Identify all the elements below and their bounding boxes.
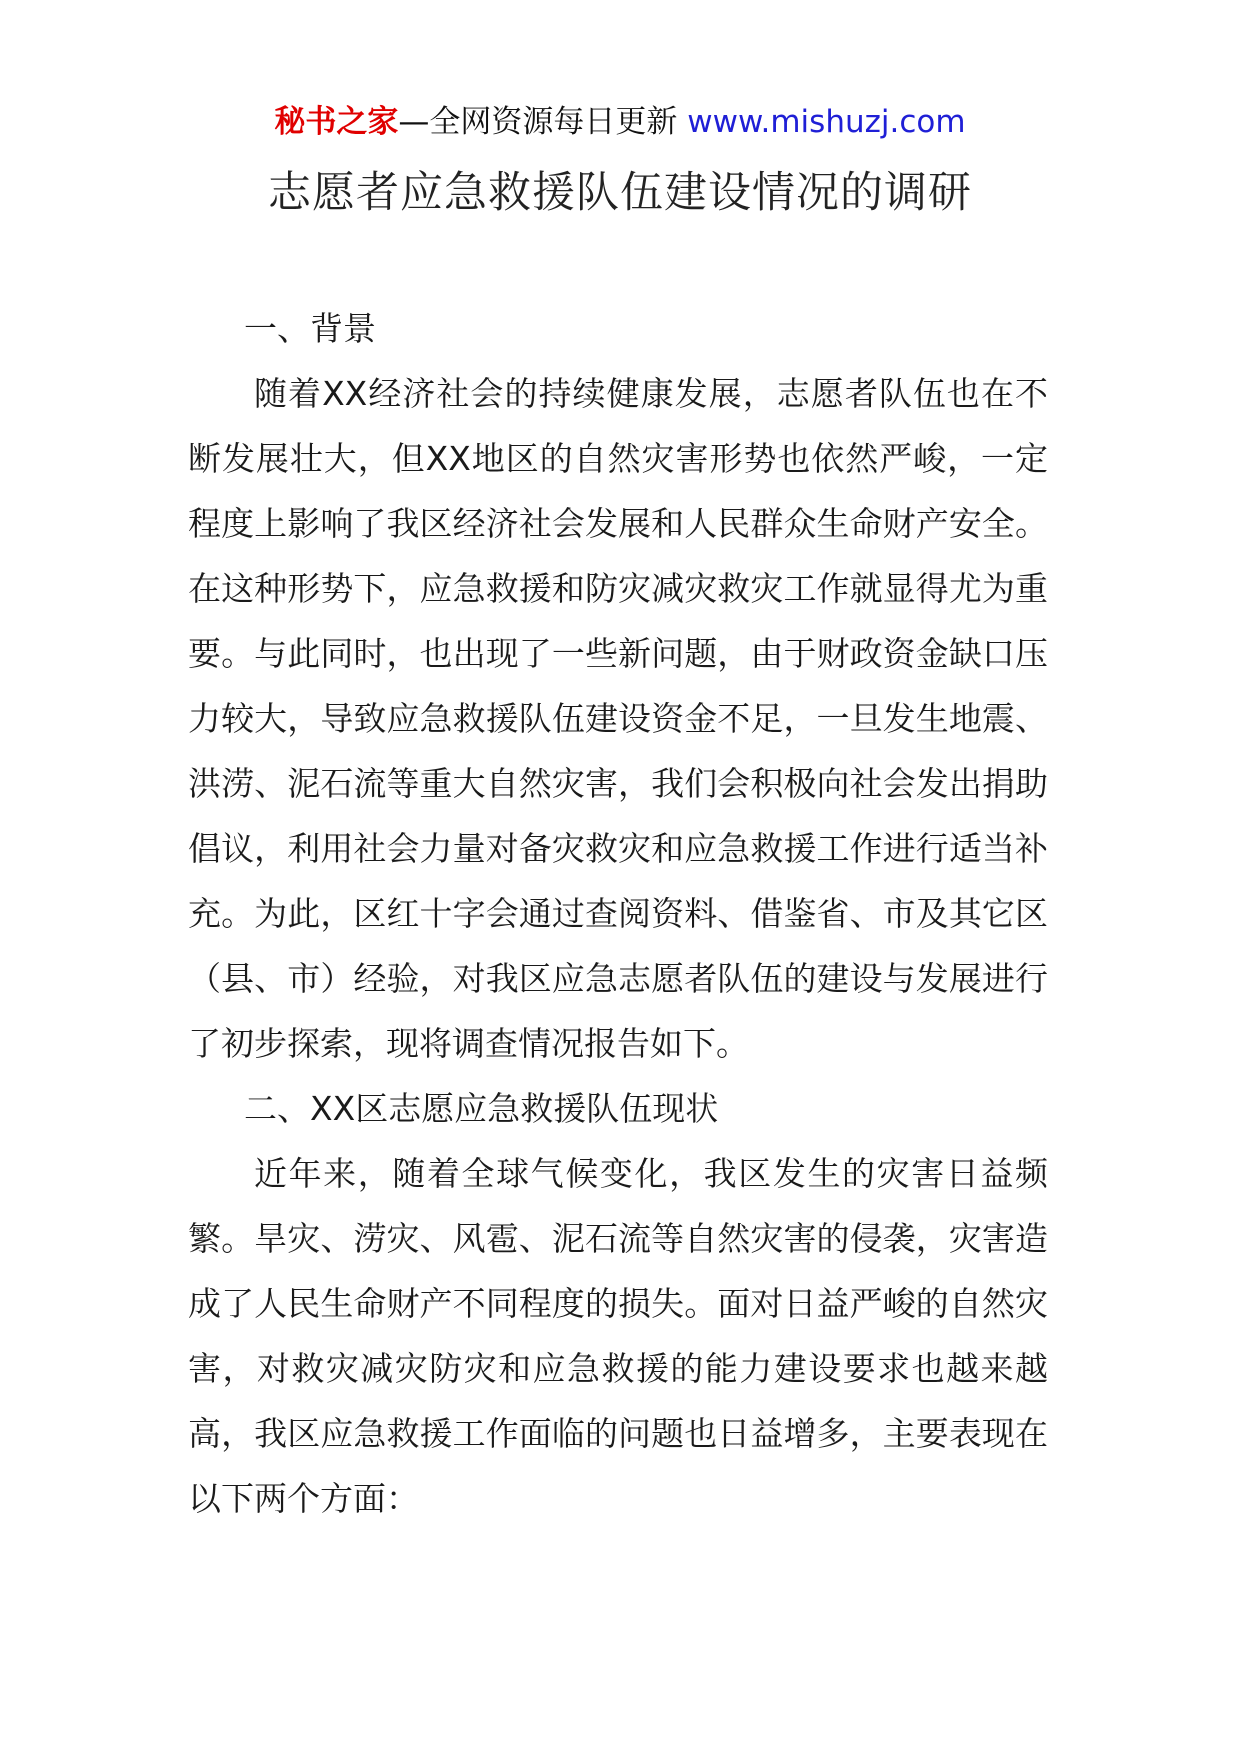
document-body — [188, 296, 1048, 1531]
section-paragraph-background: 随着XX经济社会的持续健康发展，志愿者队伍也在不断发展壮大，但XX地区的自然灾害形势也依然严峻，一定程度上影响了我区经济社会发展和人民群众生命财产安全。在这种形势下，应急救援和防灾减灾救灾工作就显得尤为重要。与此同时，也出现了一些新问题，由于财政资金缺口压力较大，导致应急救援队伍建设资金不足，一旦发生地震、洪涝、泥石流等重大自然灾害，我们会积极向社会发出捐助倡议，利用社会力量对备灾救灾和应急救援工作进行适当补充。为此，区红十字会通过查阅资料、借鉴省、市及其它区（县、市）经验，对我区应急志愿者队伍的建设与发展进行了初步探索，现将调查情况报告如下。 — [188, 374, 1048, 1063]
site-url[interactable]: www.mishuzj.com — [687, 104, 966, 140]
site-header — [0, 100, 1240, 144]
brand-name: 秘书之家 — [274, 104, 399, 140]
header-slogan: —全网资源每日更新 — [398, 104, 688, 140]
section-heading-background: 一、背景 — [244, 309, 376, 348]
document-title: 志愿者应急救援队伍建设情况的调研 — [268, 168, 972, 218]
section-heading-status: 二、XX区志愿应急救援队伍现状 — [244, 1089, 719, 1128]
section-paragraph-status: 近年来，随着全球气候变化，我区发生的灾害日益频繁。旱灾、涝灾、风雹、泥石流等自然灾害的侵袭，灾害造成了人民生命财产不同程度的损失。面对日益严峻的自然灾害，对救灾减灾防灾和应急救援的能力建设要求也越来越高，我区应急救援工作面临的问题也日益增多，主要表现在以下两个方面： — [188, 1154, 1048, 1518]
